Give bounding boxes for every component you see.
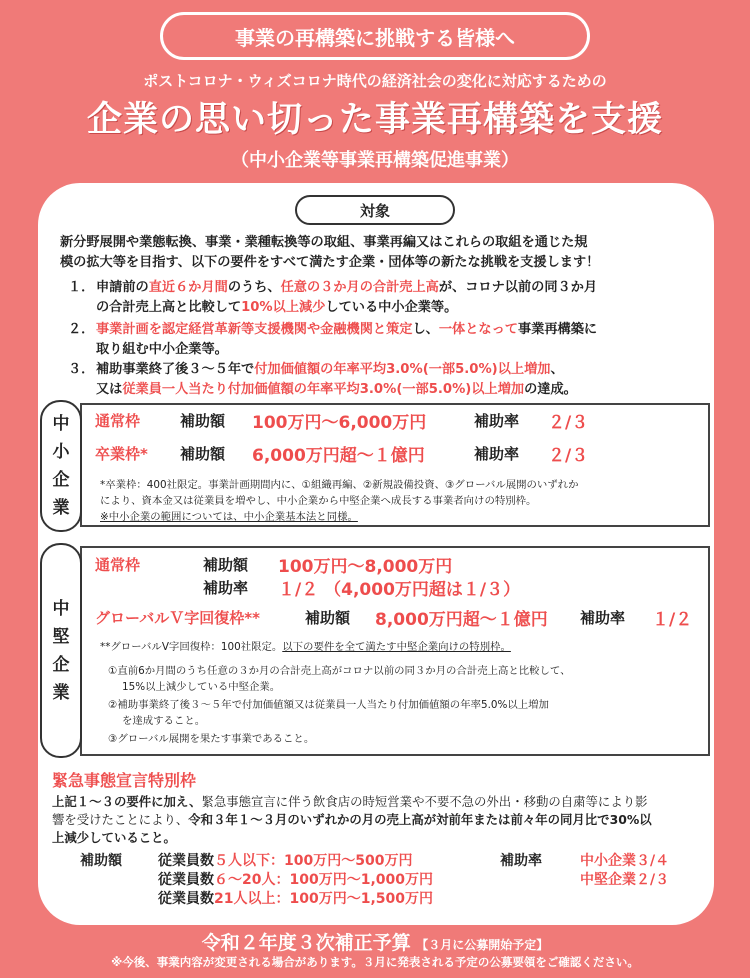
req-text: 補助事業終了後３～５年で (96, 362, 255, 377)
sme-graduation-amount: 6,000万円超～１億円 (252, 446, 425, 466)
emergency-amount-label: 補助額 (80, 853, 122, 869)
tier-row: 従業員数５人以下：100万円～500万円 (158, 853, 413, 869)
budget-title: 令和２年度３次補正予算 (201, 932, 411, 954)
requirement-1 (68, 278, 708, 318)
req-number: ２． (68, 322, 95, 337)
req-text: が、コロナ以前の同３か月 (438, 280, 598, 295)
req-text: の合計売上高と比較して (96, 300, 242, 315)
tier-row: 従業員数６～20人：100万円～1,000万円 (158, 872, 433, 888)
budget-schedule: 【３月に公募開始予定】 (416, 938, 549, 952)
midsize-rate-label: 補助率 (580, 609, 626, 627)
req-highlight: 一体となって (438, 322, 518, 337)
midsize-condition: 15%以上減少している中堅企業。 (122, 681, 281, 693)
budget-line (0, 928, 750, 955)
tier-row: 従業員数21人以上：100万円～1,500万円 (158, 891, 433, 907)
sme-graduation-name: 卒業枠* (95, 445, 148, 463)
footer-note: ※今後、事業内容が変更される場合があります。３月に発表される予定の公募要領をご確認ください。 (111, 955, 639, 969)
midsize-global-name: グローバルＶ字回復枠** (95, 609, 260, 627)
intro-line: 新分野展開や業態転換、事業・業種転換等の取組、事業再編又はこれらの取組を通じた規 (60, 235, 588, 250)
emergency-rate-mid: 中堅企業２/３ (580, 872, 670, 888)
req-highlight: 直近６か月間 (148, 280, 228, 295)
midsize-note: **グローバルV字回復枠：100社限定。以下の要件を全て満たす中堅企業向けの特別枠。 (100, 641, 511, 653)
req-highlight: 付加価値額の年率平均3.0%(一部5.0%)以上増加 (254, 362, 551, 377)
req-highlight: 従業員一人当たり付加価値額の年率平均3.0%(一部5.0%)以上増加 (122, 382, 525, 397)
req-text: 、 (550, 362, 564, 377)
midsize-amount-label: 補助額 (203, 556, 249, 574)
req-number: １． (68, 280, 95, 295)
req-text: の達成。 (524, 382, 577, 397)
target-label: 対象 (295, 195, 455, 225)
sme-rate-label: 補助率 (474, 445, 520, 463)
req-highlight: 事業計画を認定経営革新等支援機関や金融機関と策定 (96, 322, 413, 337)
req-text: し、 (412, 322, 439, 337)
sme-amount-label: 補助額 (180, 412, 226, 430)
sme-graduation-rate: ２/３ (548, 446, 589, 466)
sme-note: により、資本金又は従業員を増やし、中小企業から中堅企業へ成長する事業者向けの特別枠。 (100, 495, 537, 507)
sme-regular-rate: ２/３ (548, 413, 589, 433)
midsize-regular-amount: 100万円～8,000万円 (278, 557, 453, 577)
req-text: 取り組む中小企業等。 (96, 342, 228, 357)
req-text: している中小企業等。 (325, 300, 458, 315)
sme-regular-amount: 100万円～6,000万円 (252, 413, 427, 433)
program-name: （中小企業等事業再構築促進事業） (231, 150, 519, 171)
sme-note: *卒業枠：400社限定。事業計画期間内に、①組織再編、②新規設備投資、③グローバル展開のいずれか (100, 479, 579, 491)
midsize-rate-label: 補助率 (203, 579, 249, 597)
sme-label: 中 小 企 業 (40, 400, 82, 532)
midsize-label: 中 堅 企 業 (40, 543, 82, 758)
req-text: 事業再構築に (518, 322, 598, 337)
target-intro (60, 233, 700, 273)
req-text: 申請前の (96, 280, 149, 295)
midsize-condition: ②補助事業終了後３～５年で付加価値額又は従業員一人当たり付加価値額の年率5.0%以上増加 (108, 699, 549, 711)
midsize-condition: ①直前6か月間のうち任意の３か月の合計売上高がコロナ以前の同３か月の合計売上高と比較して、 (108, 665, 571, 677)
sme-note: ※中小企業の範囲については、中小企業基本法と同様。 (100, 511, 358, 523)
emergency-rate-label: 補助率 (500, 853, 542, 869)
intro-line: 模の拡大等を目指す、以下の要件をすべて満たす企業・団体等の新たな挑戦を支援します！ (60, 255, 600, 270)
midsize-condition: ③グローバル展開を果たす事業であること。 (108, 733, 315, 745)
emergency-title: 緊急事態宣言特別枠 (52, 771, 197, 790)
midsize-amount-label: 補助額 (305, 609, 351, 627)
midsize-global-rate: １/２ (652, 610, 693, 630)
midsize-regular-rate: １/２ （4,000万円超は１/３） (278, 580, 521, 600)
req-text: のうち、 (227, 280, 281, 295)
req-text: 又は (96, 382, 123, 397)
midsize-condition: を達成すること。 (122, 715, 206, 727)
midsize-global-amount: 8,000万円超～１億円 (375, 610, 548, 630)
sme-amount-label: 補助額 (180, 445, 226, 463)
audience-pill: 事業の再構築に挑戦する皆様へ (160, 12, 590, 60)
sme-rate-label: 補助率 (474, 412, 520, 430)
req-number: ３． (68, 362, 95, 377)
sme-regular-name: 通常枠 (95, 412, 141, 430)
midsize-regular-name: 通常枠 (95, 556, 141, 574)
emergency-text: 上記１～３の要件に加え、緊急事態宣言に伴う飲食店の時短営業や不要不急の外出・移動の自粛等により影 響を受けたことにより、令和３年１～３月のいずれかの月の売上高が対前年または前々年の同月比で30%以 上減少していること。 (52, 794, 652, 845)
requirement-3 (68, 360, 708, 400)
req-highlight: 任意の３か月の合計売上高 (280, 280, 439, 295)
subtitle: ポストコロナ・ウィズコロナ時代の経済社会の変化に対応するための (143, 72, 607, 90)
page-title: 企業の思い切った事業再構築を支援 (86, 100, 663, 140)
req-highlight: 10%以上減少 (241, 300, 326, 315)
emergency-rate-sme: 中小企業３/４ (580, 853, 670, 869)
requirement-2 (68, 320, 708, 360)
